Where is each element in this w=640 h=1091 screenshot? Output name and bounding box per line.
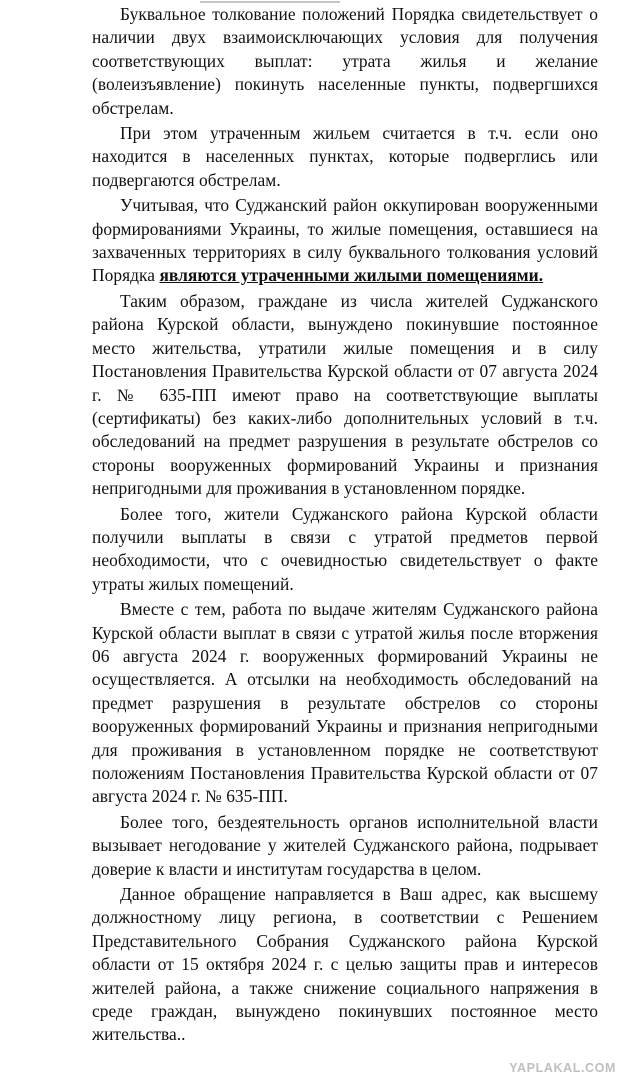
- paragraph-3-tail: .: [538, 265, 544, 286]
- site-watermark: YAPLAKAL.COM: [509, 1061, 616, 1075]
- paragraph-3-text: Учитывая, что Суджанский район оккупирован вооруженными формированиями Украины, то жилые помещения, оставшиеся на захваченных территориях в силу буквального толкования условий Порядка: [92, 195, 598, 286]
- paragraph-4: Таким образом, граждане из числа жителей Суджанского района Курской области, вынуждено покинувшие постоянное место жительства, утратили жилые помещения и в силу Постановления Правительства Курской области от 07 августа 2024 г. № 635-ПП имеют право на соответствующие выплаты (сертификаты) без каких-либо дополнительных условий в т.ч. обследований на предмет разрушения в результате обстрелов со стороны вооруженных формирований Украины и признания непригодными для проживания в установленном порядке.: [92, 290, 598, 499]
- paragraph-8: Данное обращение направляется в Ваш адрес, как высшему должностному лицу региона, в соответствии с Решением Представительного Собрания Суджанского района Курской области от 15 октября 2024 г. с целью защиты прав и интересов жителей района, а также снижение социального напряжения в среде граждан, вынуждено покинувших постоянное место жительства..: [92, 884, 598, 1045]
- paragraph-3: [92, 194, 598, 288]
- paragraph-6: Вместе с тем, работа по выдаче жителям Суджанского района Курской области выплат в связи с утратой жилья после вторжения 06 августа 2024 г. вооруженных формирований Украины не осуществляется. А отсылки на необходимость обследований на предмет разрушения в результате обстрелов со стороны вооруженных формирований Украины и признания непригодными для проживания в установленном порядке не соответствуют положениям Постановления Правительства Курской области от 07 августа 2024 г. № 635-ПП.: [92, 599, 598, 807]
- paragraph-3-emphasis: являются утраченными жилыми помещениями: [159, 265, 539, 286]
- paragraph-1: Буквальное толкование положений Порядка свидетельствует о наличии двух взаимоисключающих условия для получения соответствующих выплат: утрата жилья и желание (волеизъявление) покинуть населенные пункты, подвергшихся обстрелам.: [92, 4, 598, 118]
- paragraph-5: Более того, жители Суджанского района Курской области получили выплаты в связи с утратой предметов первой необходимости, что с очевидностью свидетельствует о факте утраты жилых помещений.: [92, 503, 598, 594]
- paragraph-7: Более того, бездеятельность органов исполнительной власти вызывает негодование у жителей Суджанского района, подрывает доверие к власти и институтам государства в целом.: [92, 811, 598, 879]
- document-body: [92, 3, 598, 1047]
- paragraph-2: При этом утраченным жильем считается в т.ч. если оно находится в населенных пунктах, которые подверглись или подвергаются обстрелам.: [92, 123, 598, 190]
